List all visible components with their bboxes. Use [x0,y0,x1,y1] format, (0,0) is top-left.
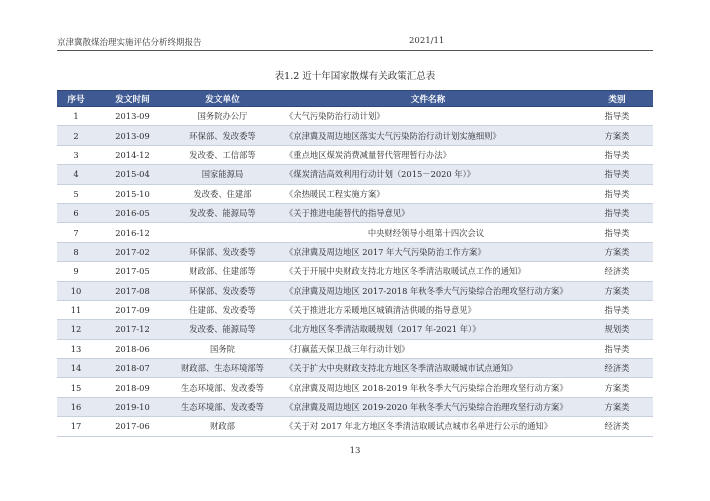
cell-no: 6 [57,203,95,222]
cell-org: 环保部、发改委等 [170,242,275,261]
policy-table [57,90,653,437]
cell-no: 10 [57,281,95,300]
table-row [57,223,653,242]
cell-org: 环保部、发改委等 [170,126,275,145]
cell-no: 4 [57,165,95,184]
cell-org: 发改委、能源局等 [170,203,275,222]
cell-category: 经济类 [581,417,653,436]
page-number: 13 [349,446,361,456]
cell-no: 1 [57,107,95,126]
table-row [57,203,653,222]
cell-doc: 《打赢蓝天保卫战三年行动计划》 [275,339,581,358]
cell-doc: 《北方地区冬季清洁取暖规划（2017 年-2021 年）》 [275,320,581,339]
table-row [57,165,653,184]
cell-date: 2015-10 [95,184,170,203]
cell-category: 方案类 [581,126,653,145]
cell-category: 方案类 [581,378,653,397]
cell-org: 发改委、住建部 [170,184,275,203]
cell-doc: 中央财经领导小组第十四次会议 [275,223,581,242]
cell-date: 2017-08 [95,281,170,300]
cell-date: 2018-07 [95,359,170,378]
cell-doc: 《京津冀及周边地区 2017 年大气污染防治工作方案》 [275,242,581,261]
cell-org: 发改委、能源局等 [170,320,275,339]
cell-doc: 《关于开展中央财政支持北方地区冬季清洁取暖试点工作的通知》 [275,262,581,281]
cell-no: 3 [57,145,95,164]
cell-org: 国家能源局 [170,165,275,184]
cell-no: 9 [57,262,95,281]
cell-category: 经济类 [581,262,653,281]
column-header-org: 发文单位 [170,91,275,107]
cell-org: 环保部、发改委等 [170,281,275,300]
page-header [57,34,653,51]
table-row [57,262,653,281]
cell-category: 指导类 [581,339,653,358]
cell-date: 2013-09 [95,107,170,126]
table-row [57,242,653,261]
table-row [57,417,653,436]
cell-category: 指导类 [581,165,653,184]
cell-date: 2015-04 [95,165,170,184]
cell-no: 14 [57,359,95,378]
cell-date: 2017-06 [95,417,170,436]
table-row [57,320,653,339]
cell-doc: 《关于扩大中央财政支持北方地区冬季清洁取暖城市试点通知》 [275,359,581,378]
cell-category: 指导类 [581,107,653,126]
cell-category: 指导类 [581,203,653,222]
table-row [57,126,653,145]
cell-date: 2018-09 [95,378,170,397]
table-row [57,300,653,319]
cell-doc: 《煤炭清洁高效利用行动计划（2015－2020 年）》 [275,165,581,184]
cell-doc: 《关于对 2017 年北方地区冬季清洁取暖试点城市名单进行公示的通知》 [275,417,581,436]
cell-doc: 《关于推进北方采暖地区城镇清洁供暖的指导意见》 [275,300,581,319]
cell-category: 方案类 [581,397,653,416]
cell-category: 方案类 [581,281,653,300]
table-row [57,359,653,378]
cell-no: 2 [57,126,95,145]
cell-date: 2016-12 [95,223,170,242]
cell-doc: 《京津冀及周边地区 2017-2018 年秋冬季大气污染综合治理攻坚行动方案》 [275,281,581,300]
cell-date: 2018-06 [95,339,170,358]
cell-no: 15 [57,378,95,397]
cell-no: 17 [57,417,95,436]
cell-category: 经济类 [581,359,653,378]
cell-date: 2017-02 [95,242,170,261]
cell-date: 2019-10 [95,397,170,416]
cell-category: 规划类 [581,320,653,339]
cell-org: 生态环境部、发改委等 [170,397,275,416]
cell-org: 国务院办公厅 [170,107,275,126]
column-header-date: 发文时间 [95,91,170,107]
cell-category: 指导类 [581,145,653,164]
cell-no: 13 [57,339,95,358]
cell-doc: 《京津冀及周边地区 2019-2020 年秋冬季大气污染综合治理攻坚行动方案》 [275,397,581,416]
cell-date: 2017-09 [95,300,170,319]
cell-category: 指导类 [581,223,653,242]
cell-org: 发改委、工信部等 [170,145,275,164]
cell-no: 11 [57,300,95,319]
cell-doc: 《余热暖民工程实施方案》 [275,184,581,203]
cell-org: 住建部、发改委等 [170,300,275,319]
cell-no: 5 [57,184,95,203]
column-header-doc: 文件名称 [275,91,581,107]
cell-date: 2013-09 [95,126,170,145]
table-row [57,378,653,397]
cell-org [170,223,275,242]
report-date: 2021/11 [409,36,445,46]
cell-no: 16 [57,397,95,416]
cell-doc: 《重点地区煤炭消费减量替代管理暂行办法》 [275,145,581,164]
cell-date: 2017-12 [95,320,170,339]
cell-doc: 《京津冀及周边地区 2018-2019 年秋冬季大气污染综合治理攻坚行动方案》 [275,378,581,397]
cell-no: 8 [57,242,95,261]
report-title: 京津冀散煤治理实施评估分析终期报告 [57,38,202,48]
cell-category: 指导类 [581,184,653,203]
cell-no: 7 [57,223,95,242]
table-row [57,339,653,358]
cell-doc: 《关于推进电能替代的指导意见》 [275,203,581,222]
cell-category: 指导类 [581,300,653,319]
table-row [57,107,653,126]
table-row [57,184,653,203]
table-row [57,281,653,300]
cell-date: 2016-05 [95,203,170,222]
cell-org: 财政部、住建部等 [170,262,275,281]
cell-doc: 《大气污染防治行动计划》 [275,107,581,126]
cell-org: 生态环境部、发改委等 [170,378,275,397]
cell-no: 12 [57,320,95,339]
cell-date: 2014-12 [95,145,170,164]
table-row [57,397,653,416]
cell-date: 2017-05 [95,262,170,281]
table-caption: 表1.2 近十年国家散煤有关政策汇总表 [274,71,436,82]
table-body [57,107,653,437]
cell-org: 国务院 [170,339,275,358]
table-row [57,145,653,164]
cell-org: 财政部、生态环境部等 [170,359,275,378]
column-header-category: 类别 [581,91,653,107]
column-header-no: 序号 [57,91,95,107]
cell-doc: 《京津冀及周边地区落实大气污染防治行动计划实施细则》 [275,126,581,145]
cell-category: 方案类 [581,242,653,261]
cell-org: 财政部 [170,417,275,436]
table-header-row [57,91,653,107]
